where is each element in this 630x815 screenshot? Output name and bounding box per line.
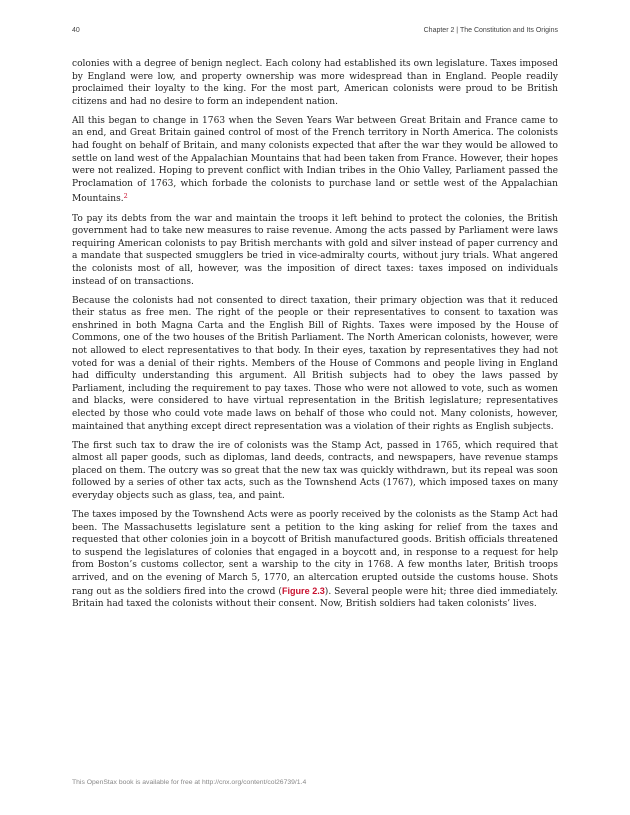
page-header	[72, 27, 558, 39]
paragraph-2-text: All this began to change in 1763 when the Seven Years War between Great Britain and France came to an end, and Great Britain gained control of most of the French territory in North America. The colonists had fought on behalf of Britain, and many colonists expected that after the war they would be allowed to settle on land west of the Appalachian Mountains that had been taken from France. However, their hopes were not realized. Hoping to prevent conflict with Indian tribes in the Ohio Valley, Parliament passed the Proclamation of 1763, which forbade the colonists to purchase land or settle west of the Appalachian Mountains.	[72, 115, 558, 205]
endnote-link[interactable]: 2	[123, 192, 128, 201]
paragraph-4: Because the colonists had not consented to direct taxation, their primary objection was that it reduced their status as free men. The right of the people or their representatives to consent to taxation was enshrined in both Magna Carta and the English Bill of Rights. Taxes were imposed by the House of Commons, one of the two houses of the British Parliament. The North American colonists, however, were not allowed to elect representatives to that body. In their eyes, taxation by representatives they had not voted for was a denial of their rights. Members of the House of Commons and people living in England had difficulty understanding this argument. All British subjects had to obey the laws passed by Parliament, including the requirement to pay taxes. Those who were not allowed to vote, such as women and blacks, were considered to have virtual representation in the British legislature; representatives elected by those who could vote made laws on behalf of those who could not. Many colonists, however, maintained that anything except direct representation was a violation of their rights as English subjects.	[72, 295, 558, 432]
page-number: 40	[72, 27, 80, 34]
paragraph-3: To pay its debts from the war and maintain the troops it left behind to protect the colonies, the British government had to take new measures to raise revenue. Among the acts passed by Parliament were laws requiring American colonists to pay British merchants with gold and silver instead of paper currency and a mandate that suspected smugglers be tried in vice-admiralty courts, without jury trials. What angered the colonists most of all, however, was the imposition of direct taxes: taxes imposed on individuals instead of on transactions.	[72, 213, 558, 287]
paragraph-5: The first such tax to draw the ire of colonists was the Stamp Act, passed in 1765, which required that almost all paper goods, such as diplomas, land deeds, contracts, and newspapers, have revenue stamps placed on them. The outcry was so great that the new tax was quickly withdrawn, but its repeal was soon followed by a series of other tax acts, such as the Townshend Acts (1767), which imposed taxes on many everyday objects such as glass, tea, and paint.	[72, 440, 558, 501]
running-title: Chapter 2 | The Constitution and Its Origins	[423, 27, 558, 34]
paragraph-6-text-after: ). Several people were hit; three died immediately. Britain had taxed the colonists without their consent. Now, British soldiers had taken colonists’ lives.	[72, 586, 558, 610]
paragraph-6-text-before: The taxes imposed by the Townshend Acts were as poorly received by the colonists as the Stamp Act had been. The Massachusetts legislature sent a petition to the king asking for relief from the taxes and requested that other colonies join in a boycott of British manufactured goods. British officials threatened to suspend the legislatures of colonies that engaged in a boycott and, in response to a request for help from Boston’s customs collector, sent a warship to the city in 1768. A few months later, British troops arrived, and on the evening of March 5, 1770, an altercation erupted outside the customs house. Shots rang out as the soldiers fired into the crowd (	[72, 510, 558, 597]
page-footer: This OpenStax book is available for free at http://cnx.org/content/col26739/1.4	[72, 779, 307, 786]
figure-reference-link[interactable]: Figure 2.3	[281, 585, 325, 596]
paragraph-6	[72, 509, 558, 611]
paragraph-2	[72, 115, 558, 206]
body-text	[72, 58, 558, 617]
paragraph-1: colonies with a degree of benign neglect. Each colony had established its own legislature. Taxes imposed by England were low, and property ownership was more widespread than in England. People readily proclaimed their loyalty to the king. For the most part, American colonists were proud to be British citizens and had no desire to form an independent nation.	[72, 59, 558, 107]
